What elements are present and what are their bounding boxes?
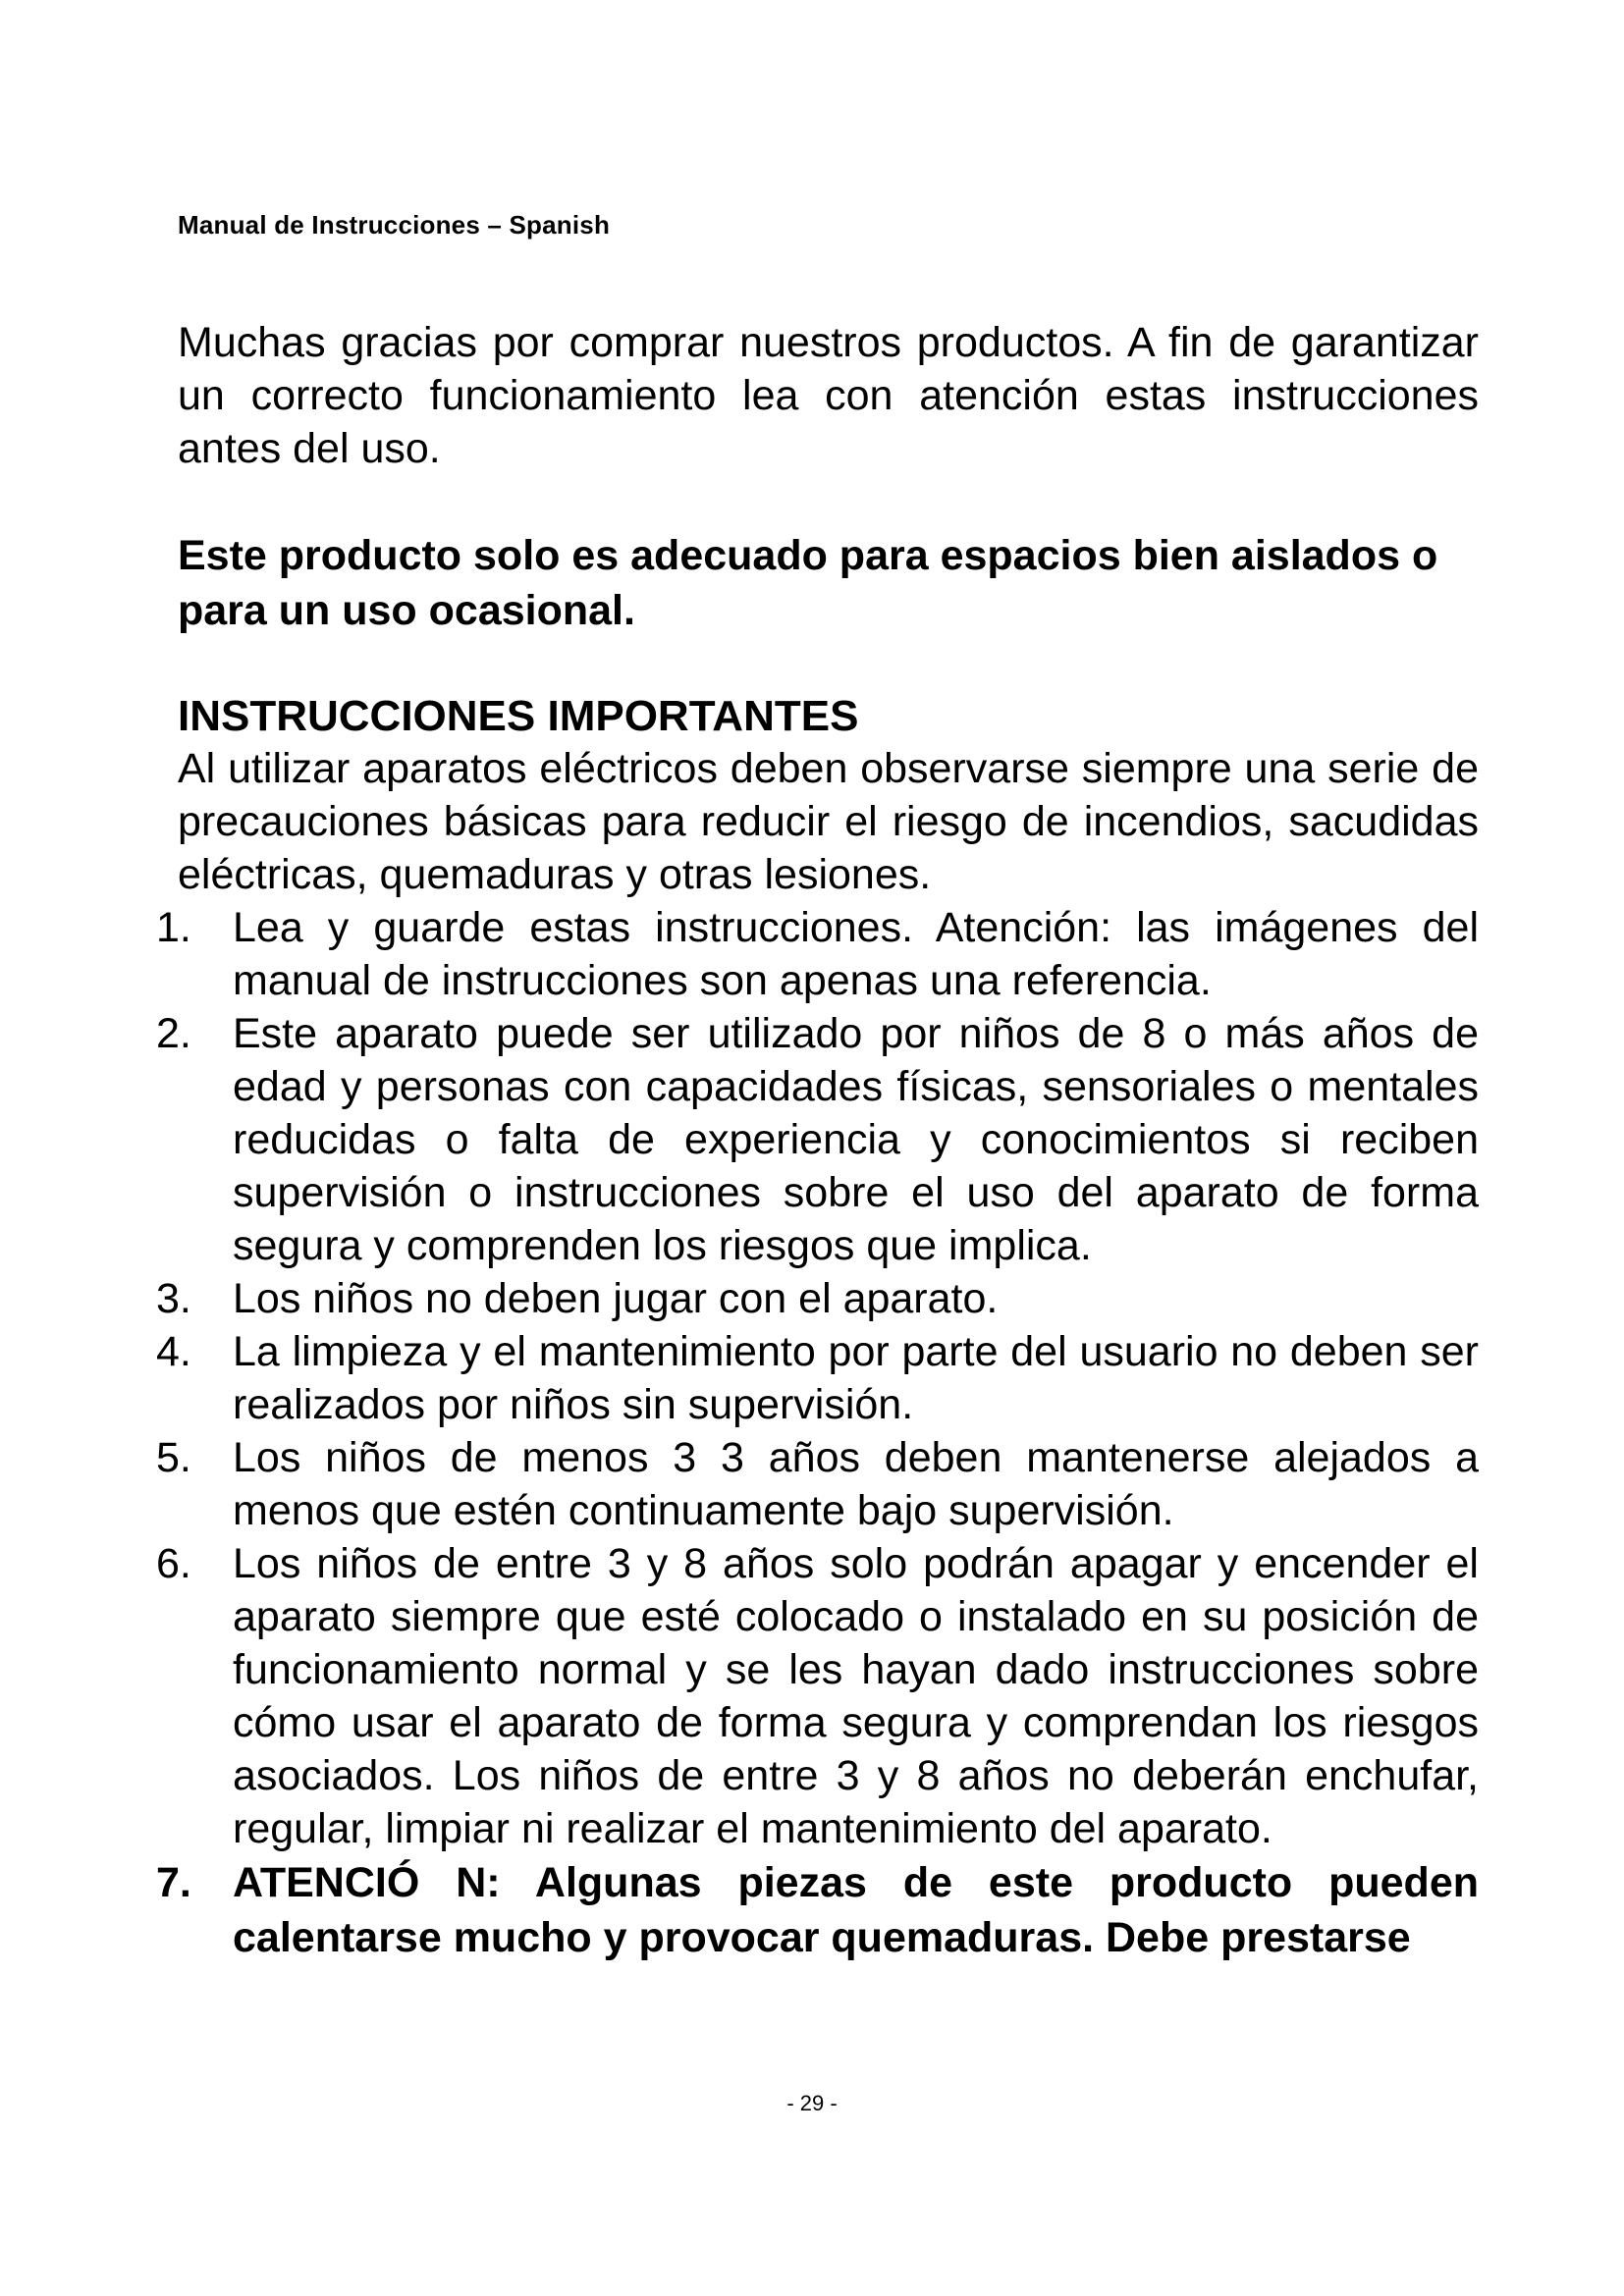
list-item-text: Los niños no deben jugar con el aparato.: [233, 1275, 999, 1322]
section-heading: INSTRUCCIONES IMPORTANTES: [178, 692, 859, 740]
section-lead-paragraph: Al utilizar aparatos eléctricos deben observarse siempre una serie de precauciones básicas para reducir el riesgo de incendios, sacudidas eléctricas, quemaduras y otras lesiones.: [178, 745, 1479, 898]
instructions-list: [156, 901, 1479, 1965]
list-item-text: ATENCIÓ N: Algunas piezas de este producto pueden calentarse mucho y provocar quemaduras. Debe prestarse: [233, 1859, 1479, 1961]
list-item: [156, 1431, 1479, 1537]
list-item-text: Este aparato puede ser utilizado por niños de 8 o más años de edad y personas con capacidades físicas, sensoriales o mentales reducidas o falta de experiencia y conocimientos si reciben supervisión o instrucciones sobre el uso del aparato de forma segura y comprenden los riesgos que implica.: [233, 1010, 1479, 1269]
list-item-text: La limpieza y el mantenimiento por parte del usuario no deben ser realizados por niños sin supervisión.: [233, 1328, 1479, 1428]
page-number: - 29 -: [786, 2091, 838, 2115]
running-header: Manual de Instrucciones – Spanish: [178, 210, 611, 240]
list-item: [156, 1325, 1479, 1431]
list-item-number: 2.: [156, 1010, 191, 1057]
list-item-warning: [156, 1855, 1479, 1965]
page-content: [156, 316, 1479, 1965]
list-item: [156, 1007, 1479, 1272]
list-item-text: Los niños de menos 3 3 años deben mantenerse alejados a menos que estén continuamente bajo supervisión.: [233, 1434, 1479, 1534]
intro-paragraph: Muchas gracias por comprar nuestros productos. A fin de garantizar un correcto funcionamiento lea con atención estas instrucciones antes del uso.: [178, 319, 1479, 472]
list-item-number: 5.: [156, 1434, 191, 1481]
list-item: [156, 901, 1479, 1007]
list-item: [156, 1537, 1479, 1855]
list-item-number: 3.: [156, 1275, 191, 1322]
list-item: [156, 1272, 1479, 1325]
list-item-number: 1.: [156, 904, 191, 951]
list-item-text: Lea y guarde estas instrucciones. Atención: las imágenes del manual de instrucciones son apenas una referencia.: [233, 904, 1479, 1004]
list-item-text: Los niños de entre 3 y 8 años solo podrán apagar y encender el aparato siempre que esté colocado o instalado en su posición de funcionamiento normal y se les hayan dado instrucciones sobre cómo usar el aparato de forma segura y comprendan los riesgos asociados. Los niños de entre 3 y 8 años no deberán enchufar, regular, limpiar ni realizar el mantenimiento del aparato.: [233, 1540, 1479, 1852]
list-item-number: 6.: [156, 1540, 191, 1587]
list-item-number: 4.: [156, 1328, 191, 1375]
list-item-number: 7.: [156, 1859, 191, 1906]
usage-notice: Este producto solo es adecuado para espacios bien aislados o para un uso ocasional.: [178, 532, 1438, 634]
